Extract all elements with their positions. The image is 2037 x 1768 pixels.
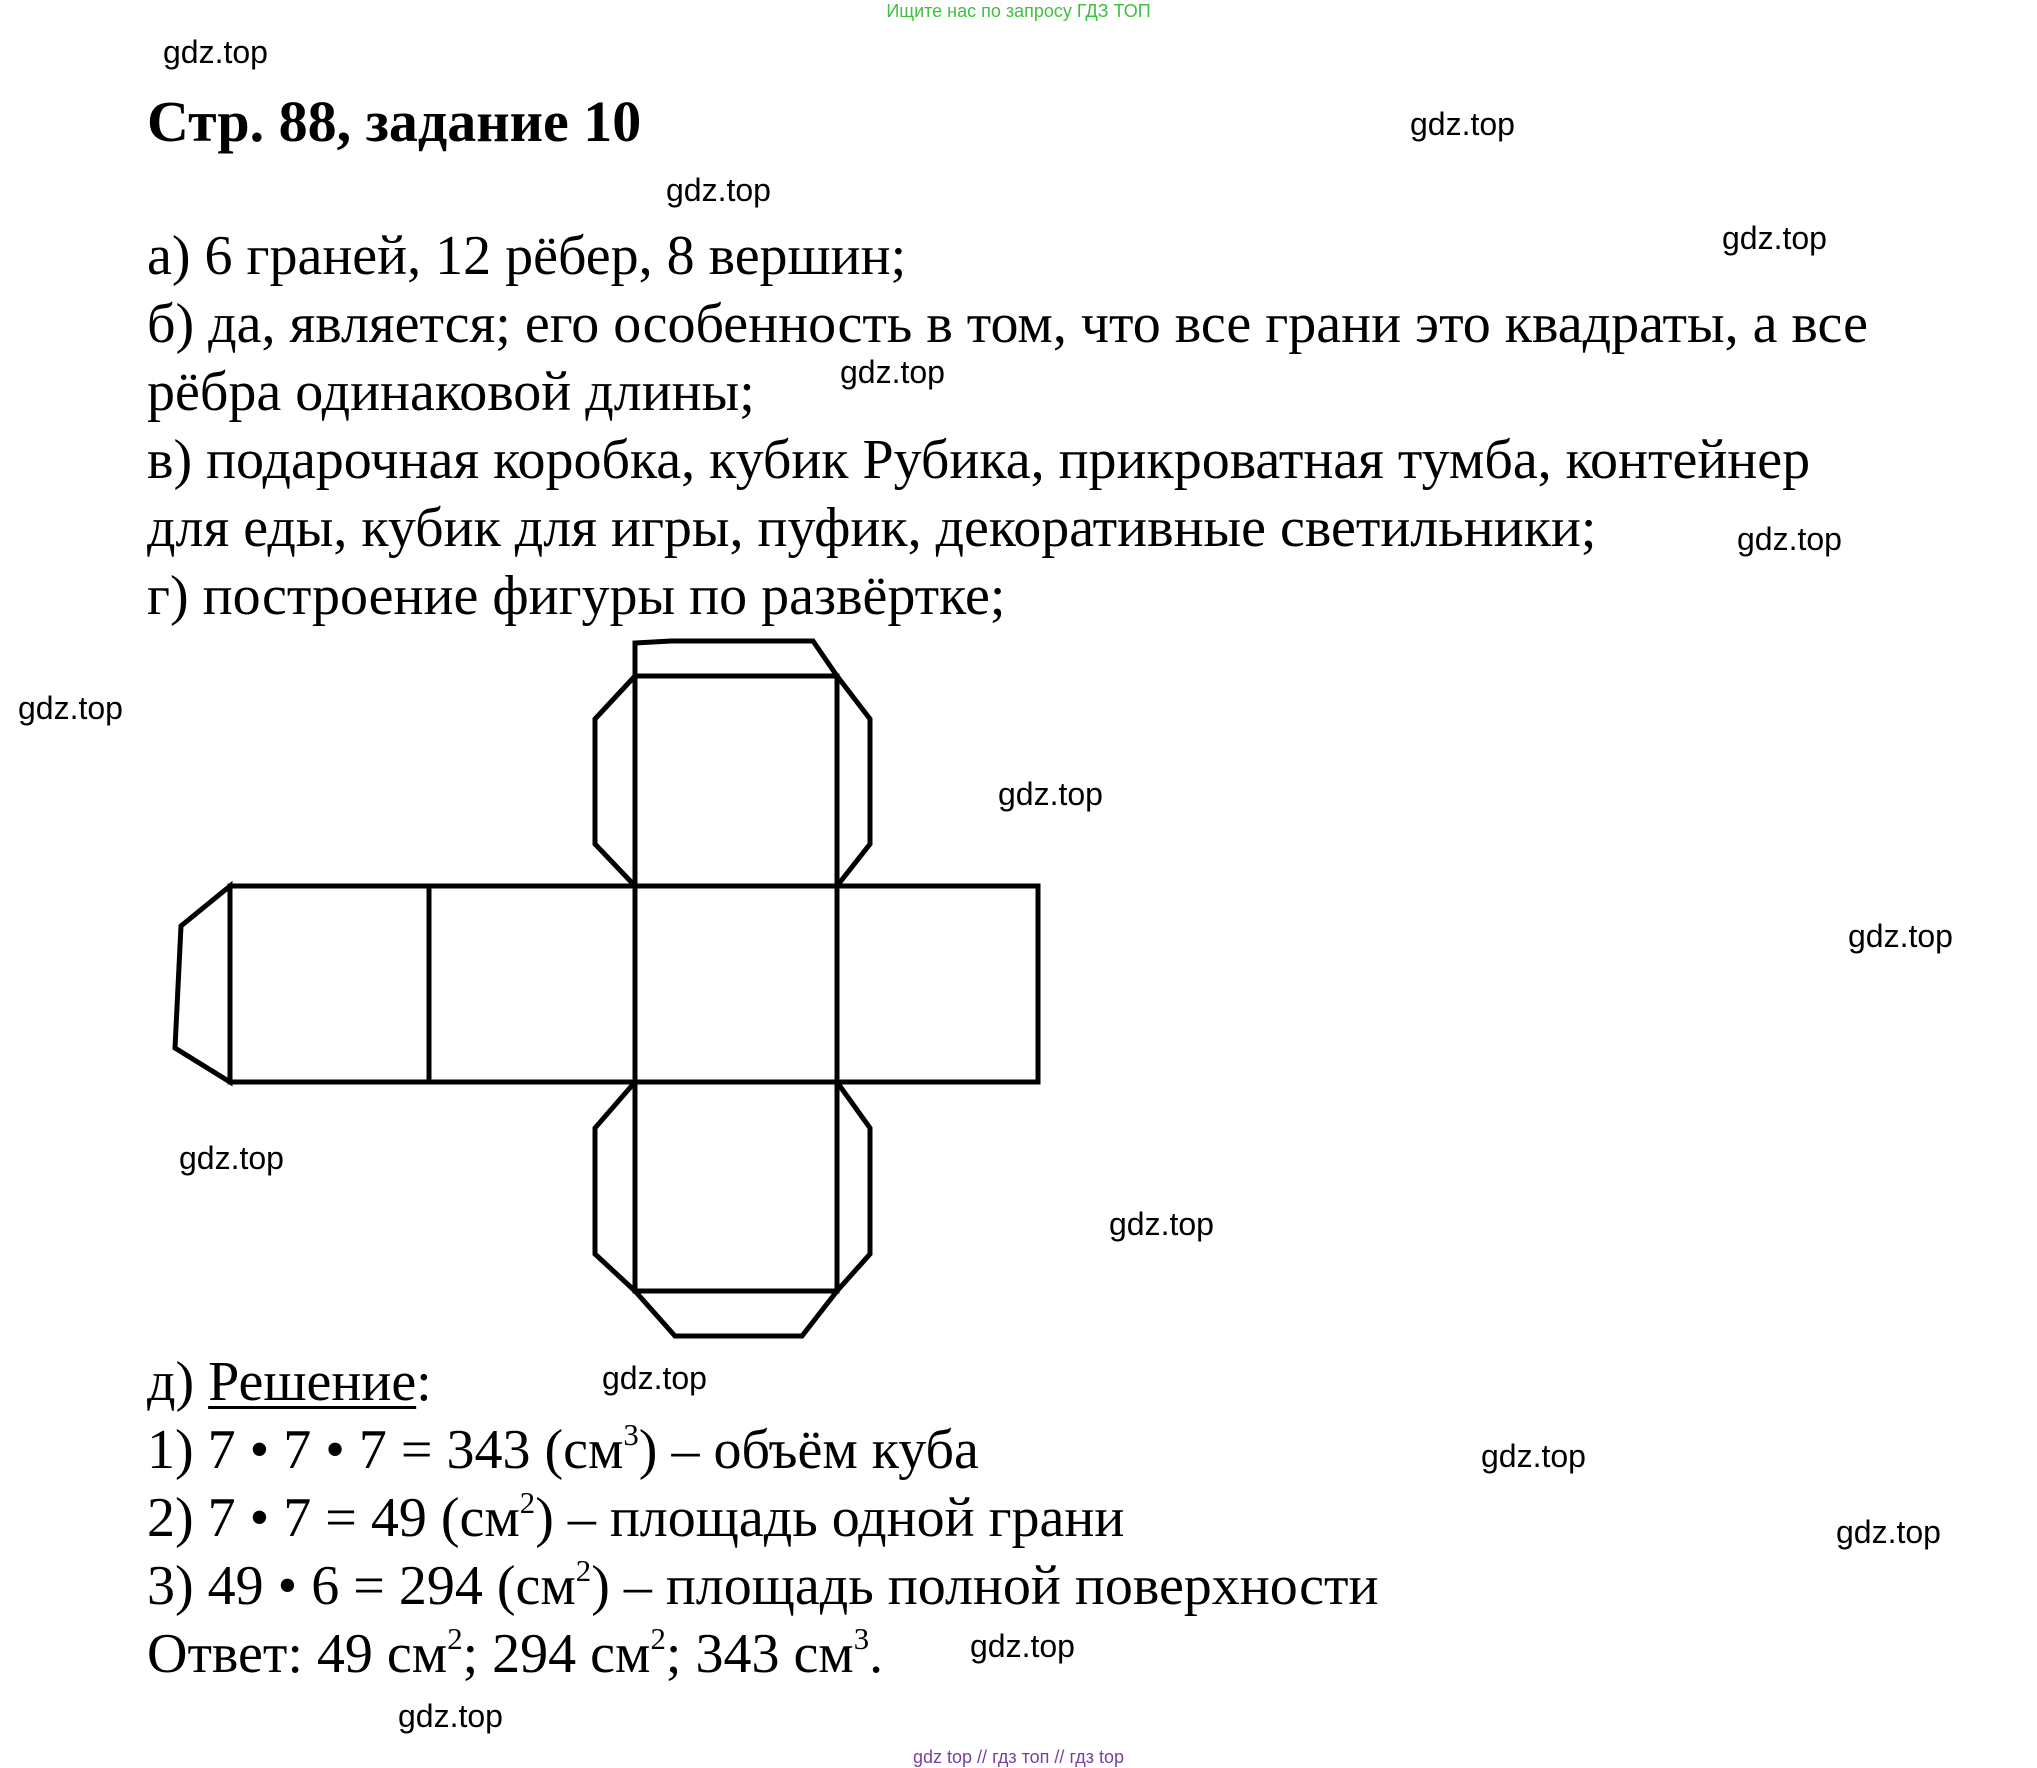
watermark: gdz.top bbox=[1410, 106, 1515, 142]
answer-period: . bbox=[869, 1623, 884, 1685]
solution-heading-line bbox=[147, 1350, 432, 1414]
net-face-middle-left bbox=[429, 886, 635, 1082]
watermark: gdz.top bbox=[1737, 521, 1842, 557]
step2-text-end: ) – площадь одной грани bbox=[535, 1487, 1125, 1549]
solution-prefix: д) bbox=[147, 1351, 209, 1413]
step1-text-end: ) – объём куба bbox=[638, 1419, 979, 1481]
answer-part-3: ; 343 см bbox=[665, 1623, 854, 1685]
answer-exponent-1: 2 bbox=[447, 1621, 463, 1656]
answer-v-line1: в) подарочная коробка, кубик Рубика, прикроватная тумба, контейнер bbox=[147, 429, 1811, 491]
step1-text: 1) 7 • 7 • 7 = 343 (см bbox=[147, 1419, 624, 1481]
net-bottom-right-flap bbox=[837, 1082, 870, 1291]
step3-exponent: 2 bbox=[575, 1553, 592, 1588]
watermark: gdz.top bbox=[1722, 220, 1827, 256]
answer-b-line2: рёбра одинаковой длины; bbox=[147, 361, 755, 423]
watermark: gdz.top bbox=[998, 776, 1103, 812]
net-face-top bbox=[635, 676, 837, 886]
watermark: gdz.top bbox=[666, 172, 771, 208]
solution-step-2 bbox=[147, 1486, 1124, 1550]
net-left-tab bbox=[175, 886, 230, 1082]
net-face-left bbox=[230, 886, 429, 1082]
watermark: gdz.top bbox=[970, 1628, 1075, 1664]
watermark: gdz.top bbox=[163, 34, 268, 70]
answer-exponent-2: 2 bbox=[650, 1621, 666, 1656]
footer-link-gdz-top-mixed[interactable]: гдз top bbox=[1069, 1747, 1124, 1767]
watermark: gdz.top bbox=[1109, 1206, 1214, 1242]
answer-v-line2: для еды, кубик для игры, пуфик, декоративные светильники; bbox=[147, 497, 1597, 559]
solution-step-1 bbox=[147, 1418, 979, 1482]
watermark: gdz.top bbox=[398, 1698, 503, 1734]
step3-text-end: ) – площадь полной поверхности bbox=[591, 1555, 1379, 1617]
answer-b-line1: б) да, является; его особенность в том, что все грани это квадраты, а все bbox=[147, 293, 1868, 355]
final-answer bbox=[147, 1622, 883, 1686]
solution-colon: : bbox=[416, 1351, 432, 1413]
watermark: gdz.top bbox=[1481, 1438, 1586, 1474]
top-search-note: Ищите нас по запросу ГДЗ ТОП bbox=[886, 1, 1151, 21]
watermark: gdz.top bbox=[1836, 1514, 1941, 1550]
step2-text: 2) 7 • 7 = 49 (см bbox=[147, 1487, 520, 1549]
answer-g: г) построение фигуры по развёртке; bbox=[147, 565, 1006, 627]
solution-heading: Решение bbox=[208, 1351, 417, 1413]
net-top-left-flap bbox=[595, 676, 635, 886]
net-bottom-left-flap bbox=[595, 1082, 635, 1291]
watermark: gdz.top bbox=[18, 690, 123, 726]
step1-exponent: 3 bbox=[623, 1417, 639, 1452]
footer-separator: // bbox=[977, 1747, 988, 1767]
net-face-right bbox=[837, 886, 1038, 1082]
watermark: gdz.top bbox=[179, 1140, 284, 1176]
step3-text: 3) 49 • 6 = 294 (см bbox=[147, 1555, 576, 1617]
net-face-bottom bbox=[635, 1082, 837, 1291]
net-top-right-flap bbox=[837, 676, 870, 886]
footer-separator: // bbox=[1054, 1747, 1065, 1767]
net-top-tab bbox=[635, 641, 837, 676]
answer-exponent-3: 3 bbox=[853, 1621, 870, 1656]
answer-part-2: ; 294 см bbox=[462, 1623, 651, 1685]
answer-a: а) 6 граней, 12 рёбер, 8 вершин; bbox=[147, 225, 907, 287]
footer-link-gdz-top-ru[interactable]: гдз топ bbox=[992, 1747, 1050, 1767]
page-title: Стр. 88, задание 10 bbox=[147, 89, 642, 154]
net-bottom-tab bbox=[635, 1291, 837, 1336]
watermark: gdz.top bbox=[1848, 918, 1953, 954]
watermark: gdz.top bbox=[840, 354, 945, 390]
net-face-center bbox=[635, 886, 837, 1082]
step2-exponent: 2 bbox=[519, 1485, 536, 1520]
watermark: gdz.top bbox=[602, 1360, 707, 1396]
answer-part-1: Ответ: 49 см bbox=[147, 1623, 448, 1685]
footer-link-gdz-top[interactable]: gdz top bbox=[912, 1747, 973, 1767]
solution-step-3 bbox=[147, 1554, 1378, 1618]
footer-links bbox=[0, 1747, 2037, 1768]
